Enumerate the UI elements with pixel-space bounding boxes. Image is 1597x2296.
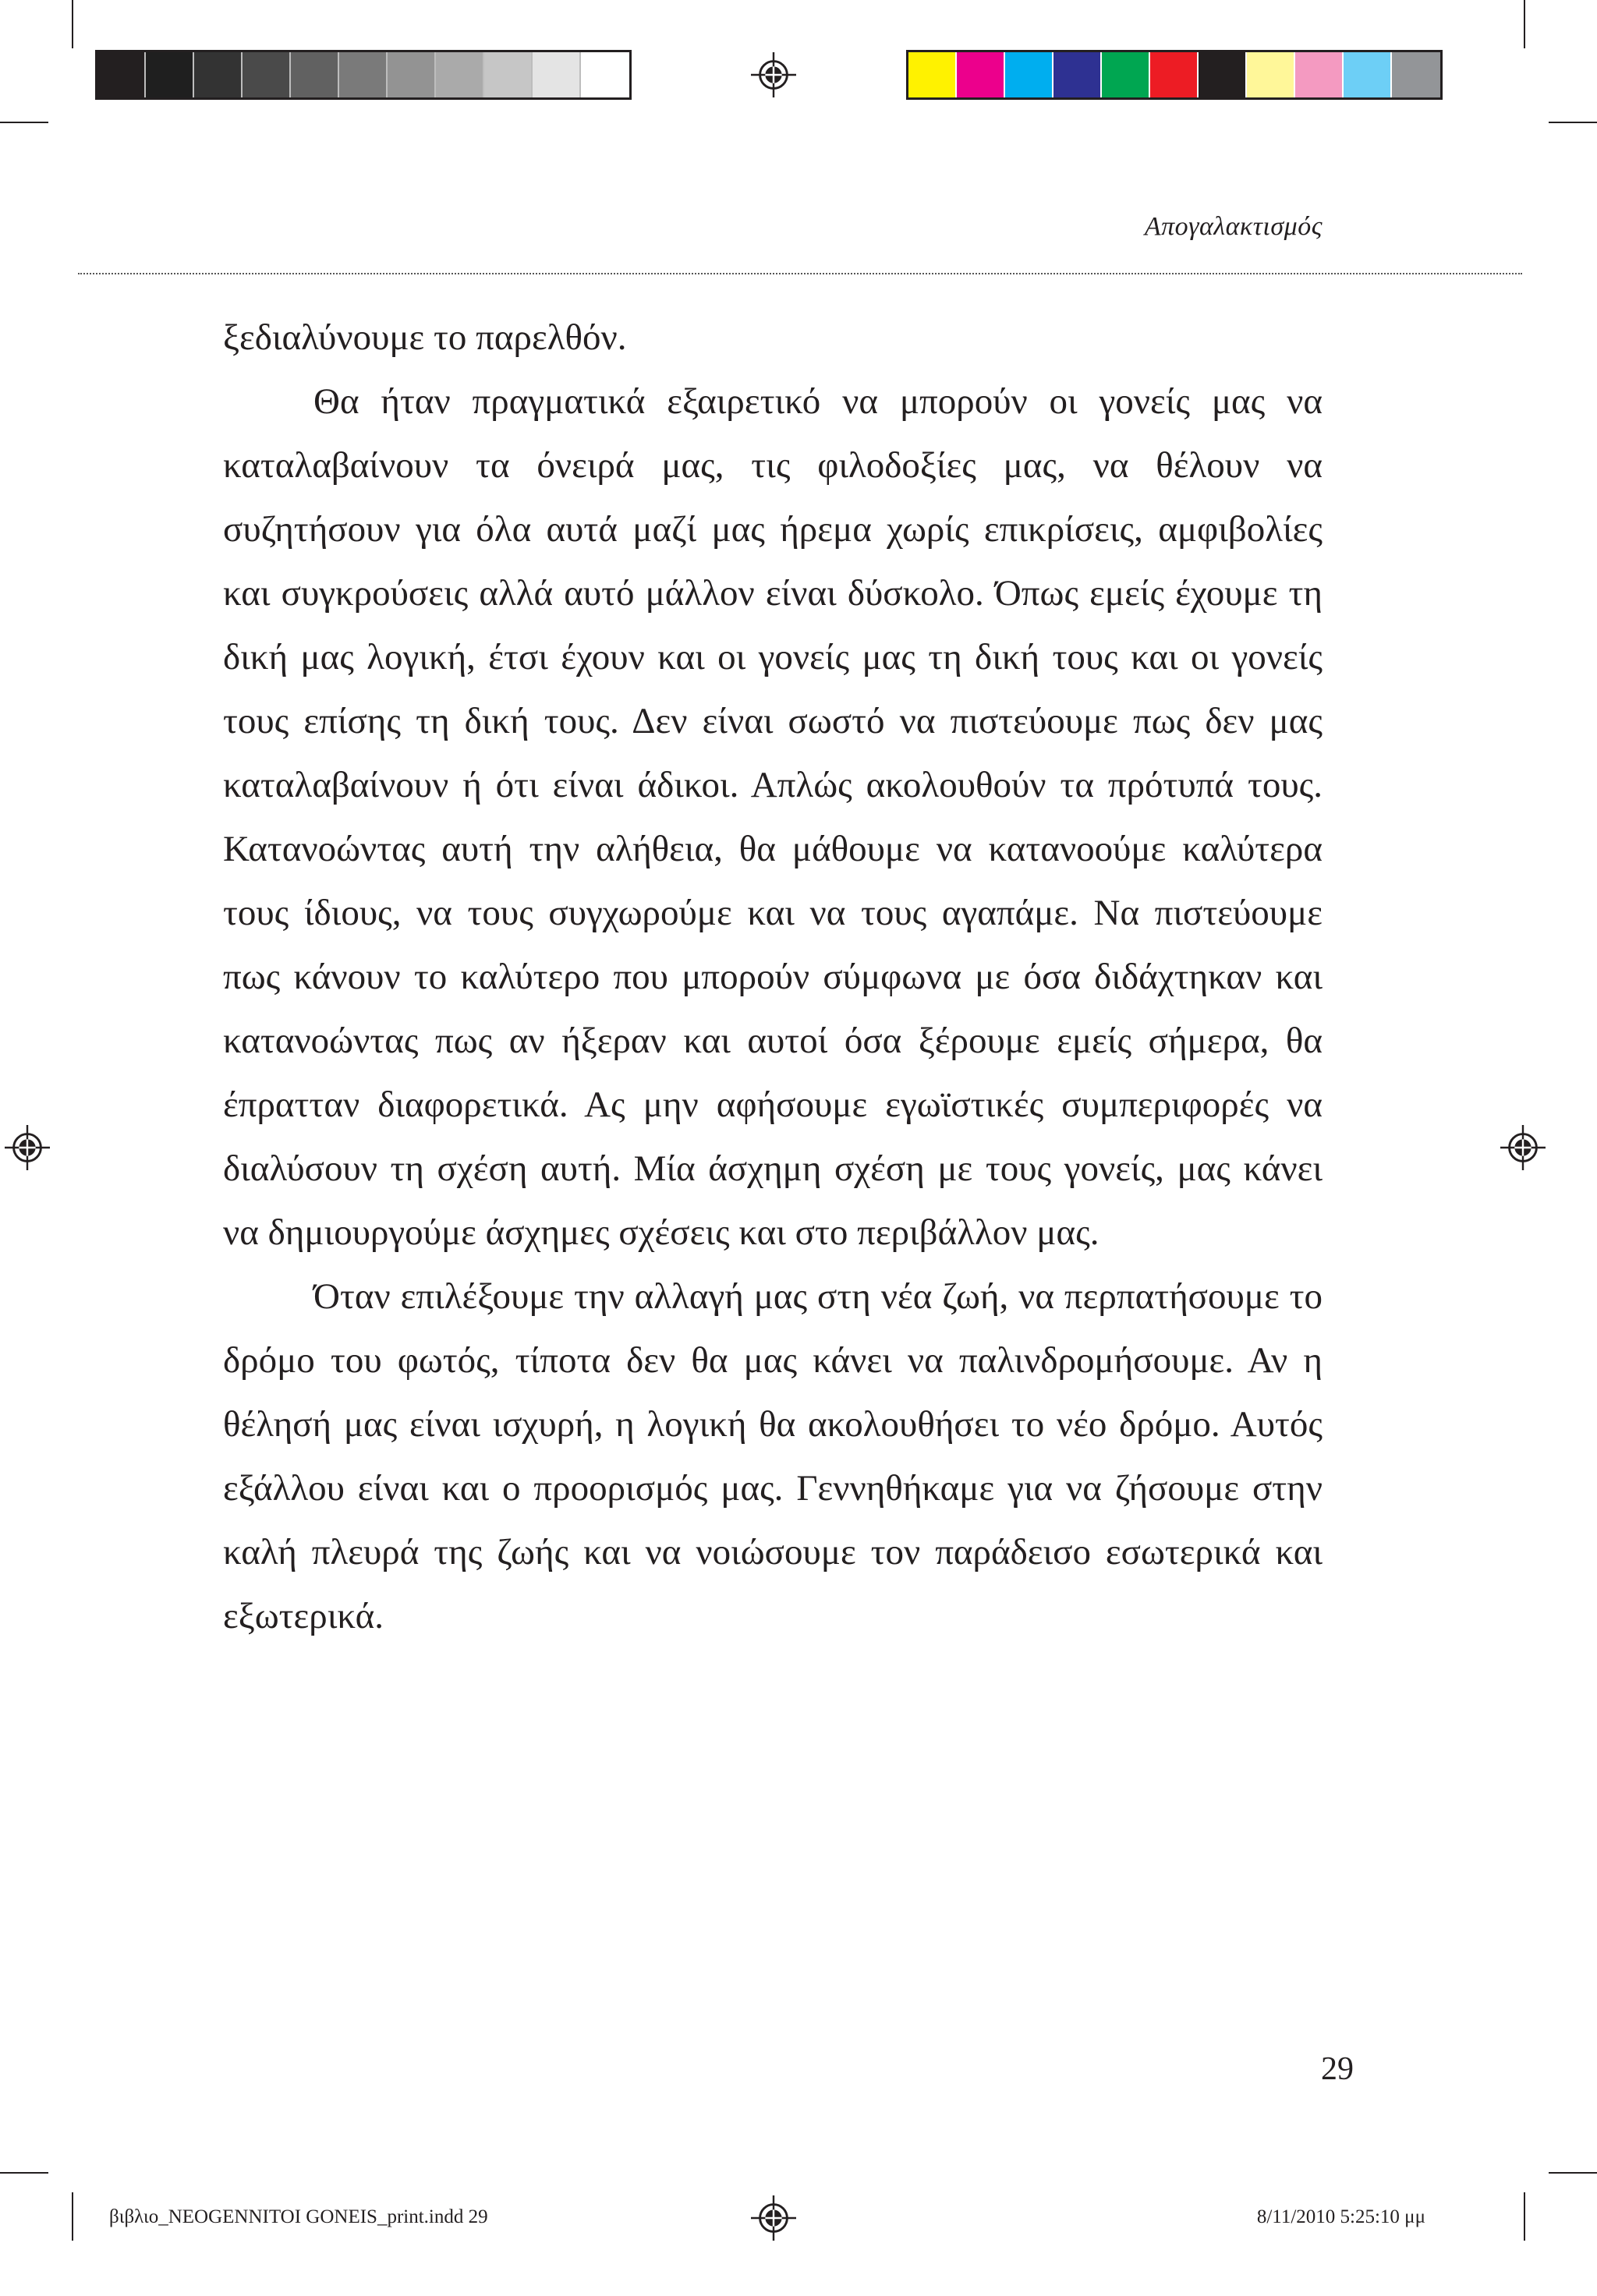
gray-swatch-3 bbox=[194, 52, 243, 97]
body-paragraph-3: Όταν επιλέξουμε την αλλαγή μας στη νέα ζωή, να περπατήσουμε το δρόμο του φωτός, τίποτα δεν θα μας κάνει να παλινδρομήσουμε. Αν η θέλησή μας είναι ισχυρή, η λογική θα ακολουθήσει το νέο δρόμο. Αυτός εξάλλου είναι και ο προορισμός μας. Γεννηθήκαμε για να ζήσουμε στην καλή πλευρά της ζωής και να νοιώσουμε τον παράδεισο εσωτερικά και εξωτερικά. bbox=[223, 1276, 1323, 1636]
gray-swatch-11 bbox=[581, 52, 629, 97]
color-swatch-8 bbox=[1247, 52, 1295, 97]
body-text-block bbox=[223, 306, 1323, 1648]
color-swatch-5 bbox=[1102, 52, 1150, 97]
crop-mark-top-right-horizontal bbox=[1549, 122, 1597, 123]
color-swatch-2 bbox=[957, 52, 1005, 97]
registration-mark-bottom-icon bbox=[751, 2195, 796, 2241]
gray-swatch-1 bbox=[97, 52, 146, 97]
color-swatch-1 bbox=[908, 52, 957, 97]
gray-swatch-7 bbox=[388, 52, 436, 97]
crop-mark-top-right-vertical bbox=[1524, 0, 1525, 48]
crop-mark-bottom-left-vertical bbox=[72, 2192, 73, 2241]
registration-mark-right-icon bbox=[1500, 1125, 1546, 1170]
body-paragraph-1: ξεδιαλύνουμε το παρελθόν. bbox=[223, 317, 627, 358]
gray-swatch-8 bbox=[436, 52, 484, 97]
color-swatch-7 bbox=[1199, 52, 1247, 97]
gray-swatch-5 bbox=[291, 52, 339, 97]
grayscale-swatch-bar bbox=[95, 50, 632, 100]
color-swatch-9 bbox=[1295, 52, 1344, 97]
color-swatch-10 bbox=[1344, 52, 1392, 97]
process-color-swatch-bar bbox=[906, 50, 1443, 100]
page-number: 29 bbox=[1321, 2051, 1354, 2087]
header-dotted-rule bbox=[78, 273, 1522, 274]
slug-timestamp: 8/11/2010 5:25:10 μμ bbox=[1256, 2206, 1425, 2227]
color-swatch-6 bbox=[1150, 52, 1199, 97]
registration-mark-top-icon bbox=[751, 52, 796, 97]
color-swatch-3 bbox=[1005, 52, 1053, 97]
gray-swatch-2 bbox=[146, 52, 194, 97]
running-head-title: Απογαλακτισμός bbox=[1144, 212, 1323, 241]
gray-swatch-4 bbox=[243, 52, 291, 97]
gray-swatch-9 bbox=[484, 52, 533, 97]
registration-mark-left-icon bbox=[5, 1125, 50, 1170]
body-paragraph-2: Θα ήταν πραγματικά εξαιρετικό να μπορούν οι γονείς μας να καταλαβαίνουν τα όνειρά μας, τις φιλοδοξίες μας, να θέλουν να συζητήσουν για όλα αυτά μαζί μας ήρεμα χωρίς επικρίσεις, αμφιβολίες και συγκρούσεις αλλά αυτό μάλλον είναι δύσκολο. Όπως εμείς έχουμε τη δική μας λογική, έτσι έχουν και οι γονείς μας τη δική τους και οι γονείς τους επίσης τη δική τους. Δεν είναι σωστό να πιστεύουμε πως δεν μας καταλαβαίνουν ή ότι είναι άδικοι. Απλώς ακολουθούν τα πρότυπά τους. Κατανοώντας αυτή την αλήθεια, θα μάθουμε να κατανοούμε καλύτερα τους ίδιους, να τους συγχωρούμε και να τους αγαπάμε. Να πιστεύουμε πως κάνουν το καλύτερο που μπορούν σύμφωνα με όσα διδάχτηκαν και κατανοώντας πως αν ήξεραν και αυτοί όσα ξέρουμε εμείς σήμερα, θα έπρατταν διαφορετικά. Ας μην αφήσουμε εγωϊστικές συμπεριφορές να διαλύσουν τη σχέση αυτή. Μία άσχημη σχέση με τους γονείς, μας κάνει να δημιουργούμε άσχημες σχέσεις και στο περιβάλλον μας. bbox=[223, 381, 1323, 1253]
crop-mark-bottom-right-horizontal bbox=[1549, 2172, 1597, 2174]
crop-mark-bottom-left-horizontal bbox=[0, 2172, 48, 2174]
color-swatch-11 bbox=[1392, 52, 1440, 97]
gray-swatch-6 bbox=[339, 52, 388, 97]
gray-swatch-10 bbox=[533, 52, 581, 97]
slug-file-name: βιβλιο_NEOGENNITOI GONEIS_print.indd 29 bbox=[109, 2206, 488, 2227]
crop-mark-top-left-horizontal bbox=[0, 122, 48, 123]
crop-mark-top-left-vertical bbox=[72, 0, 73, 48]
color-swatch-4 bbox=[1053, 52, 1102, 97]
crop-mark-bottom-right-vertical bbox=[1524, 2192, 1525, 2241]
